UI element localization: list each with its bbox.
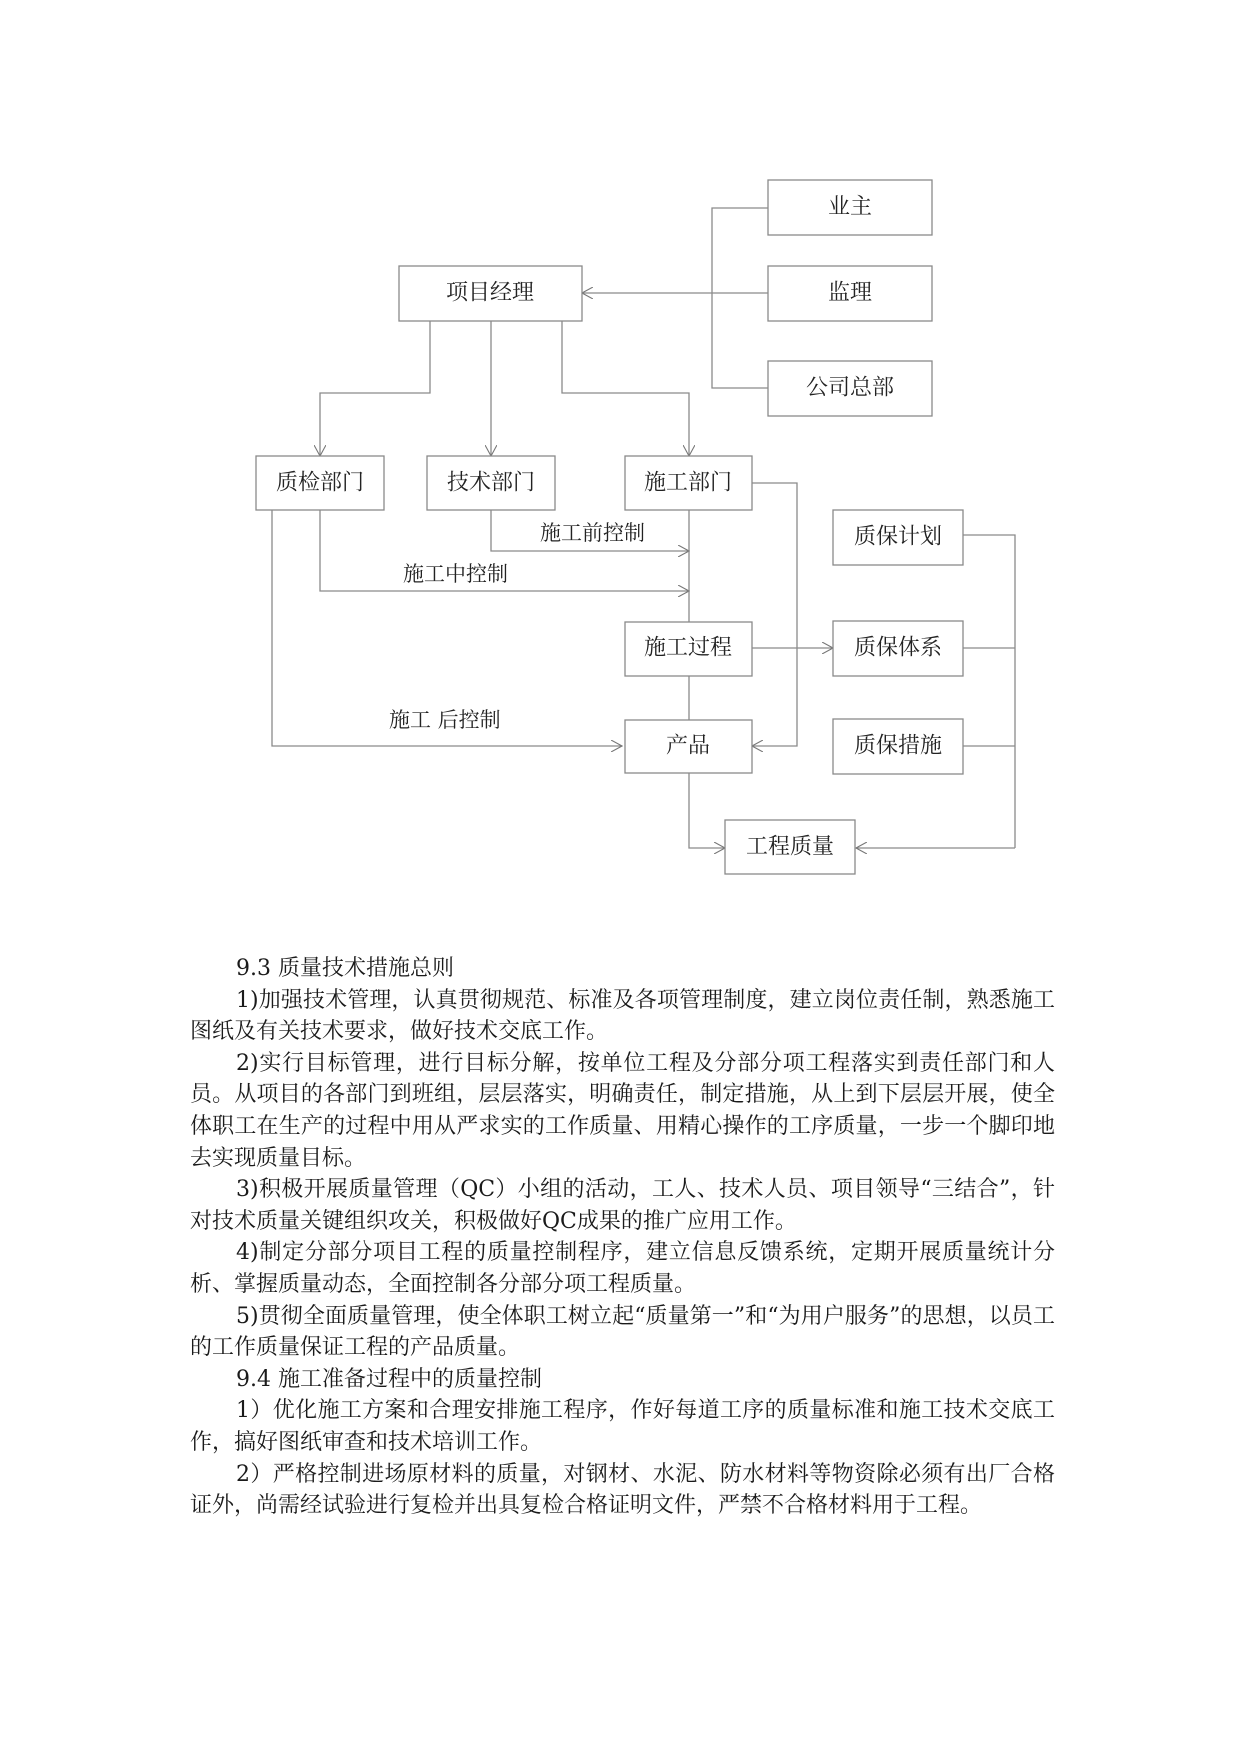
paragraph: 3)积极开展质量管理（QC）小组的活动，工人、技术人员、项目领导“三结合”，针对技术质量关键组织攻关，积极做好QC成果的推广应用工作。 [190,1177,1055,1234]
node-tech-dept: 技术部门 [446,470,536,496]
paragraph: 1）优化施工方案和合理安排施工程序，作好每道工序的质量标准和施工技术交底工作，搞好图纸审查和技术培训工作。 [190,1398,1055,1455]
section-heading-9-4: 9.4 施工准备过程中的质量控制 [236,1366,542,1392]
node-headquarters: 公司总部 [805,375,895,401]
node-product: 产品 [665,733,711,759]
section-heading-9-3: 9.3 质量技术措施总则 [236,956,454,981]
label-post-control: 施工 后控制 [389,708,501,732]
node-engineering-quality: 工程质量 [745,834,835,860]
paragraph: 2）严格控制进场原材料的质量，对钢材、水泥、防水材料等物资除必须有出厂合格证外，尚需经试验进行复检并出具复检合格证明文件，严禁不合格材料用于工程。 [190,1461,1055,1519]
paragraph: 2)实行目标管理，进行目标分解，按单位工程及分部分项工程落实到责任部门和人员。从项目的各部门到班组，层层落实，明确责任，制定措施，从上到下层层开展，使全体职工在生产的过程中用从严求实的工作质量、用精心操作的工序质量，一步一个脚印地去实现质量目标。 [190,1050,1055,1171]
node-qa-system: 质保体系 [853,635,943,661]
connector-pm-to-construction [562,320,689,456]
connector-product-to-quality [689,773,725,848]
node-qa-plan: 质保计划 [853,524,943,550]
document-body [190,953,1055,1522]
node-supervisor: 监理 [827,280,873,306]
label-pre-control: 施工前控制 [540,521,645,545]
node-qa-measures: 质保措施 [853,733,943,759]
connector-headquarters [712,293,768,388]
label-mid-control: 施工中控制 [403,562,508,586]
connector-construction-to-product [752,483,797,746]
node-owner: 业主 [827,194,873,220]
node-construction-dept: 施工部门 [643,470,733,496]
paragraph: 5)贯彻全面质量管理，使全体职工树立起“质量第一”和“为用户服务”的思想，以员工的工作质量保证工程的产品质量。 [190,1303,1055,1361]
paragraph: 4)制定分部分项目工程的质量控制程序，建立信息反馈系统，定期开展质量统计分析、掌握质量动态，全面控制各分部分项工程质量。 [190,1240,1055,1297]
connector-owner [712,208,768,293]
node-construction-process: 施工过程 [643,635,733,661]
connector-qa-plan [963,535,1015,848]
paragraph: 1)加强技术管理，认真贯彻规范、标准及各项管理制度，建立岗位责任制，熟悉施工图纸及有关技术要求，做好技术交底工作。 [190,987,1055,1045]
node-project-manager: 项目经理 [445,280,535,306]
connector-pm-to-qc [320,320,430,456]
node-qc-dept: 质检部门 [275,470,365,496]
